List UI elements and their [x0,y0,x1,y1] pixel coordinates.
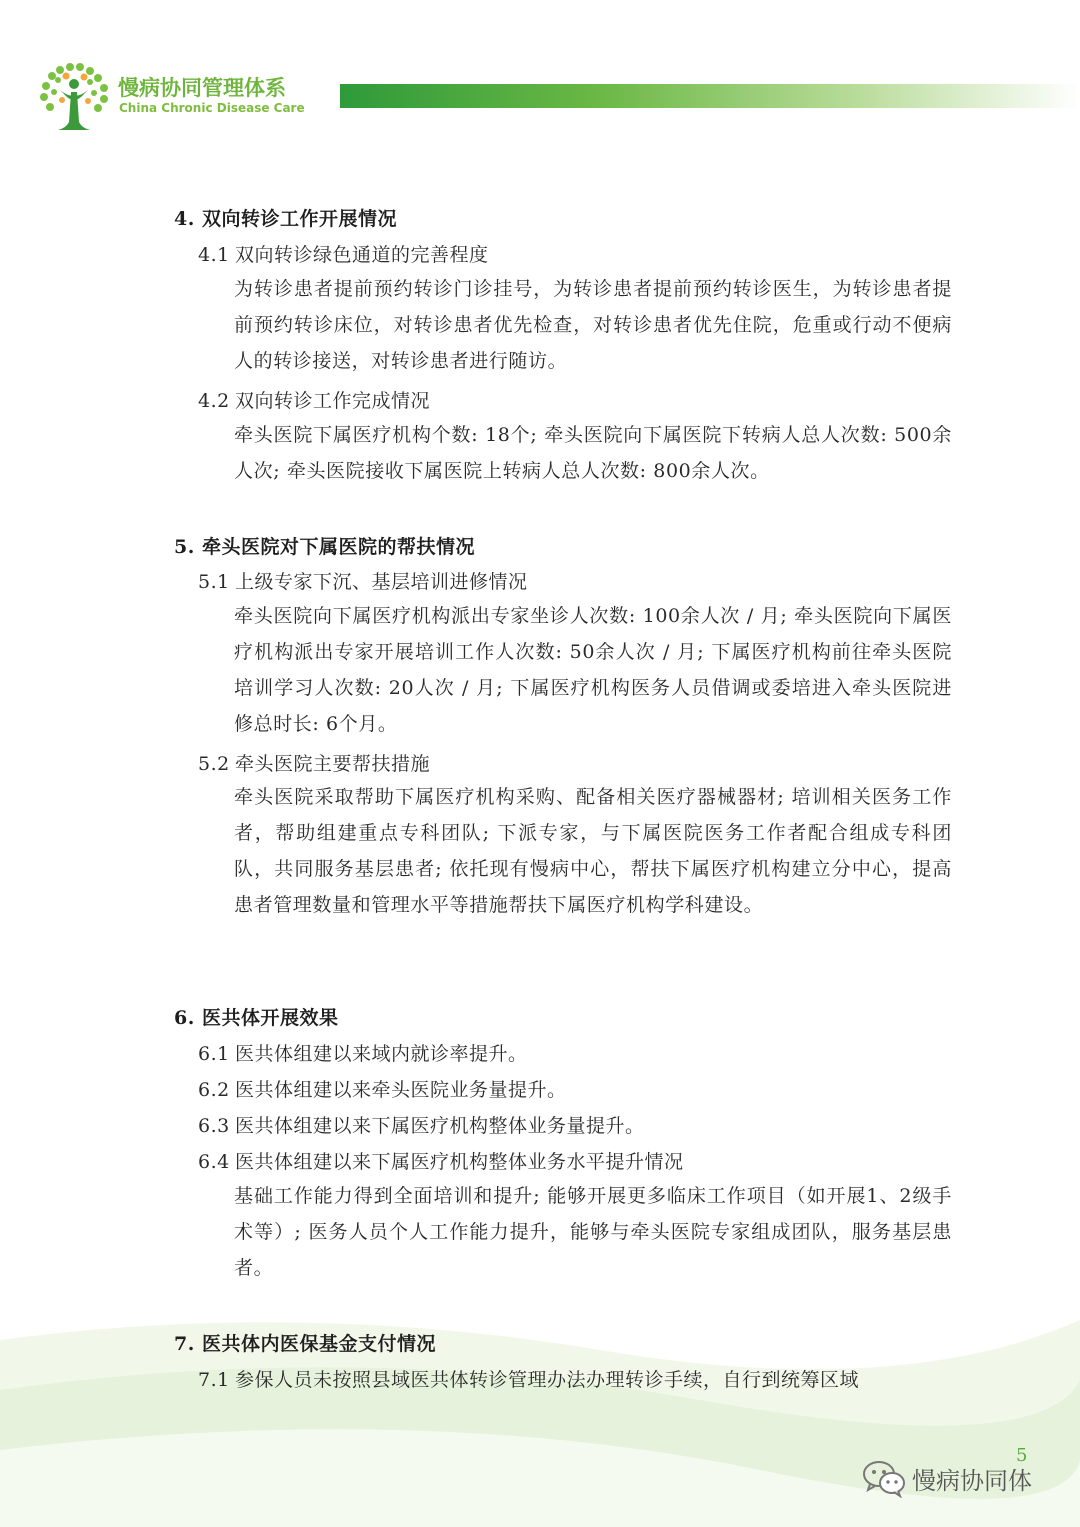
subsection-number: 6.3 [198,1115,230,1137]
subsection-title: 医共体组建以来牵头医院业务量提升。 [235,1079,567,1101]
header-gradient-bar [340,84,1080,108]
watermark-text: 慢病协同体 [912,1466,1032,1495]
subsection-number: 4.2 [198,390,230,412]
subsection-title: 医共体组建以来域内就诊率提升。 [235,1043,528,1065]
subsection-number: 6.2 [198,1079,230,1101]
subsection-number: 5.2 [198,753,230,775]
page-number: 5 [1016,1445,1028,1466]
section-heading: 7. 医共体内医保基金支付情况 [174,1333,436,1355]
page-header [0,0,1080,150]
subsection-number: 6.4 [198,1151,230,1173]
section-heading: 6. 医共体开展效果 [174,1007,339,1029]
subsection-number: 4.1 [198,244,230,266]
section-heading: 4. 双向转诊工作开展情况 [174,208,397,230]
subsection-heading [198,240,489,267]
section-heading: 5. 牵头医院对下属医院的帮扶情况 [174,536,475,558]
paragraph: 牵头医院下属医疗机构个数: 18个; 牵头医院向下属医院下转病人总人次数: 500余人次; 牵头医院接收下属医院上转病人总人次数: 800余人次。 [234,424,952,482]
brand-title-cn: 慢病协同管理体系 [118,76,286,100]
subsection-title: 双向转诊绿色通道的完善程度 [235,244,489,266]
brand-title-en: China Chronic Disease Care [119,101,305,115]
subsection-title: 上级专家下沉、基层培训进修情况 [235,571,528,593]
subsection-heading [198,1147,684,1174]
subsection-heading [198,1365,859,1392]
subsection-title: 参保人员未按照县域医共体转诊管理办法办理转诊手续，自行到统筹区域 [235,1369,860,1391]
subsection-number: 7.1 [198,1369,230,1391]
paragraph: 牵头医院采取帮助下属医疗机构采购、配备相关医疗器械器材; 培训相关医务工作者，帮助组建重点专科团队; 下派专家，与下属医院医务工作者配合组成专科团队，共同服务基层患者; 依托现有慢病中心，帮扶下属医疗机构建立分中心，提高患者管理数量和管理水平等措施帮扶下属医疗机构学科建设。 [234,786,952,916]
tree-logo-icon [38,62,110,134]
paragraph: 基础工作能力得到全面培训和提升; 能够开展更多临床工作项目（如开展1、2级手术等）; 医务人员个人工作能力提升，能够与牵头医院专家组成团队，服务基层患者。 [234,1185,952,1279]
paragraph: 牵头医院向下属医疗机构派出专家坐诊人次数: 100余人次 / 月; 牵头医院向下属医疗机构派出专家开展培训工作人次数: 50余人次 / 月; 下属医疗机构前往牵头医院培训学习人次数: 20人次 / 月; 下属医疗机构医务人员借调或委培进入牵头医院进修总时长: 6个月。 [234,605,952,735]
wechat-watermark [862,1458,1032,1498]
subsection-heading [198,749,430,776]
subsection-heading [198,1111,645,1138]
subsection-number: 5.1 [198,571,230,593]
subsection-heading [198,1039,528,1066]
paragraph: 为转诊患者提前预约转诊门诊挂号，为转诊患者提前预约转诊医生，为转诊患者提前预约转诊床位，对转诊患者优先检查，对转诊患者优先住院，危重或行动不便病人的转诊接送，对转诊患者进行随访。 [234,278,952,372]
subsection-heading [198,567,528,594]
subsection-number: 6.1 [198,1043,230,1065]
subsection-title: 牵头医院主要帮扶措施 [235,753,431,775]
subsection-title: 医共体组建以来下属医疗机构整体业务水平提升情况 [235,1151,684,1173]
subsection-heading [198,386,430,413]
wechat-icon [862,1458,906,1498]
subsection-heading [198,1075,567,1102]
subsection-title: 医共体组建以来下属医疗机构整体业务量提升。 [235,1115,645,1137]
subsection-title: 双向转诊工作完成情况 [235,390,431,412]
